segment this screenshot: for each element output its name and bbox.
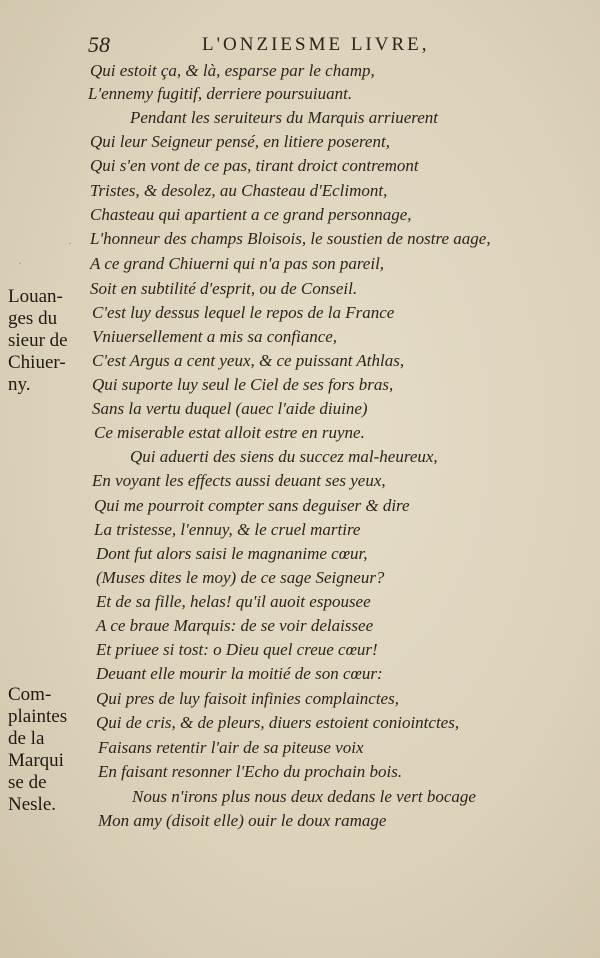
verse-line: C'est luy dessus lequel le repos de la France [92,303,395,322]
page-header [88,32,468,60]
verse-line: Faisans retentir l'air de sa piteuse voix [98,738,364,757]
verse-line: Et priuee si tost: o Dieu quel creue cœur! [96,640,378,659]
margin-note-line: ny. [8,374,31,395]
margin-note-line: sieur de [8,330,68,351]
margin-note-line: plaintes [8,706,68,727]
margin-note-line: Nesle. [8,794,57,815]
verse-line: L'honneur des champs Bloisois, le soustien de nostre aage, [90,229,491,248]
verse-line: A ce grand Chiuerni qui n'a pas son pareil, [90,254,385,273]
verse-line: Mon amy (disoit elle) ouir le doux ramage [98,811,387,830]
verse-line: Qui leur Seigneur pensé, en litiere poserent, [90,132,390,151]
ink-fleck: · [68,236,72,250]
verse-line: Deuant elle mourir la moitié de son cœur: [96,664,383,683]
margin-note-line: Chiuer- [8,352,66,373]
verse-line: (Muses dites le moy) de ce sage Seigneur? [96,568,385,587]
verse-line: Qui de cris, & de pleurs, diuers estoient coniointctes, [96,713,460,732]
verse-line: La tristesse, l'ennuy, & le cruel martire [94,520,361,539]
verse-line: Pendant les seruiteurs du Marquis arriuerent [130,108,439,127]
verse-line: Sans la vertu duquel (auec l'aide diuine) [92,399,368,418]
margin-note-complaintes [8,684,86,816]
verse-line: Soit en subtilité d'esprit, ou de Conseil. [90,279,358,298]
verse-line: Qui estoit ça, & là, esparse par le champ, [90,61,375,80]
margin-note-line: Louan- [8,286,63,307]
verse-line: Qui suporte luy seul le Ciel de ses fors bras, [92,375,394,394]
verse-line: Chasteau qui apartient a ce grand personnage, [90,205,412,224]
margin-note-line: ges du [8,308,58,329]
margin-note-line: Com- [8,684,52,705]
verse-line: Nous n'irons plus nous deux dedans le vert bocage [132,787,476,806]
margin-note-line: se de [8,772,47,793]
margin-note-line: de la [8,728,45,749]
verse-line: A ce braue Marquis: de se voir delaissee [96,616,374,635]
verse-line: Ce miserable estat alloit estre en ruyne. [94,423,365,442]
verse-line: Qui me pourroit compter sans deguiser & dire [94,496,410,515]
verse-line: Dont fut alors saisi le magnanime cœur, [96,544,368,563]
verse-line: En faisant resonner l'Echo du prochain bois. [98,762,403,781]
verse-line: Et de sa fille, helas! qu'il auoit espousee [96,592,371,611]
verse-line: C'est Argus a cent yeux, & ce puissant Athlas, [92,351,405,370]
verse-line: Qui s'en vont de ce pas, tirant droict contremont [90,156,419,175]
margin-note-line: Marqui [8,750,64,771]
verse-line: L'ennemy fugitif, derriere poursuiuant. [88,84,353,103]
page-number: 58 [88,32,110,57]
verse-line: Qui aduerti des siens du succez mal-heureux, [130,447,438,466]
verse-line: Vniuersellement a mis sa confiance, [92,327,338,346]
margin-note-louanges [8,286,86,396]
verse-line: En voyant les effects aussi deuant ses yeux, [92,471,386,490]
running-title: L'ONZIESME LIVRE, [202,34,430,55]
verse-line: Tristes, & desolez, au Chasteau d'Eclimont, [90,181,388,200]
verse-line: Qui pres de luy faisoit infinies complainctes, [96,689,399,708]
ink-fleck: · [18,256,22,270]
